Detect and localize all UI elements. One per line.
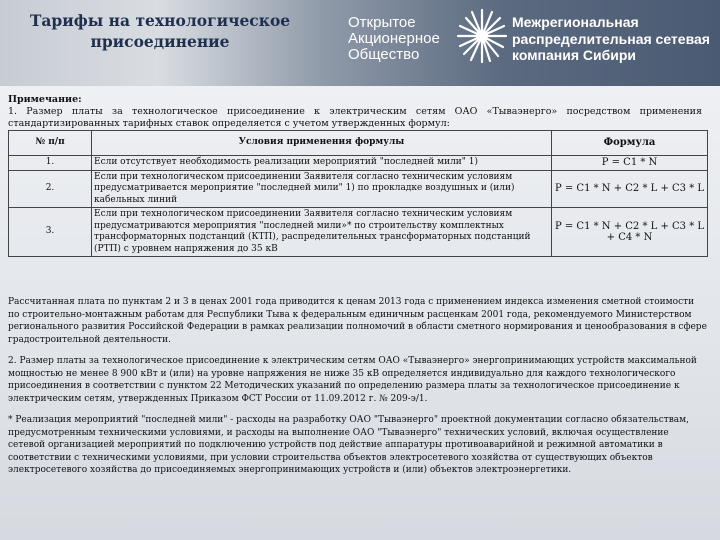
table-row [9, 170, 708, 208]
company-type [348, 15, 440, 63]
footer-notes [8, 296, 708, 486]
row-formula: P = C1 * N + C2 * L + C3 * L [552, 170, 708, 208]
company-name-line-2: распределительная сетевая [512, 30, 710, 47]
company-type-line-3: Общество [348, 46, 420, 63]
column-header-number: № п/п [9, 131, 92, 156]
note-title: Примечание: [8, 94, 82, 105]
note-text: 1. Размер платы за технологическое присоединение к электрическим сетям ОАО «Тываэнерго» посредством применения стандартизированных тарифных ставок определяется с учетом утвержденных формул: [8, 106, 702, 129]
row-condition: Если при технологическом присоединении Заявителя согласно техническим условиям предусматривается мероприятие "последней мили" 1) по прокладке воздушных и (или) кабельных линий [92, 170, 552, 208]
header-banner [0, 0, 720, 86]
footer-paragraph-3: * Реализация мероприятий "последней мили" - расходы на разработку ОАО "Тываэнерго" проектной документации согласно обязательствам, предусмотренным техническими условиями, и расходы на выполнение ОАО "Тываэнерго" технических условий, включая осуществление сетевой организацией мероприятий по подключению устройств под действие аппаратуры противоаварийной и режимной автоматики в соответствии с техническими условиями, при условии строительства объектов электросетевого хозяйства от существующих объектов электросетевого хозяйства до присоединяемых энергопринимающих устройств и (или) объектов электроэнергетики. [8, 415, 690, 475]
page-title [20, 10, 300, 72]
row-formula: P = C1 * N + C2 * L + C3 * L + C4 * N [552, 208, 708, 257]
table-row [9, 208, 708, 257]
tariff-table [8, 130, 708, 257]
column-header-formula: Формула [552, 131, 708, 156]
column-header-condition: Условия применения формулы [92, 131, 552, 156]
company-logo-icon [456, 6, 508, 66]
row-condition: Если отсутствует необходимость реализации мероприятий "последней мили" 1) [92, 156, 552, 171]
row-condition: Если при технологическом присоединении Заявителя согласно техническим условиям предусматриваются мероприятия "последней мили»* по строительству комплектных трансформаторных подстанций (КТП), распределительных трансформаторных подстанций (РТП) с уровнем напряжения до 35 кВ [92, 208, 552, 257]
footer-paragraph-2: 2. Размер платы за технологическое присоединение к электрическим сетям ОАО «Тываэнерго» энергопринимающих устройств максимальной мощностью не менее 8 900 кВт и (или) на уровне напряжения не ниже 35 кВ определяется индивидуально для каждого технологического присоединения в соответствии с пунктом 22 Методических указаний по определению размера платы за технологическое присоединение к электрическим сетям, утвержденных Приказом ФСТ России от 11.09.2012 г. № 209-э/1. [8, 356, 697, 404]
note-section [8, 94, 702, 130]
table-header-row [9, 131, 708, 156]
title-line-1: Тарифы на технологическое [29, 11, 291, 30]
row-number: 2. [9, 170, 92, 208]
table-row [9, 156, 708, 171]
title-line-2: присоединение [90, 32, 230, 51]
company-type-line-1: Открытое [348, 14, 416, 31]
company-name-line-1: Межрегиональная [512, 14, 639, 30]
company-type-line-2: Акционерное [348, 30, 440, 47]
row-number: 3. [9, 208, 92, 257]
footer-paragraph-1: Рассчитанная плата по пунктам 2 и 3 в ценах 2001 года приводится к ценам 2013 года с применением индекса изменения сметной стоимости по строительно-монтажным работам для Республики Тыва к федеральным единичным расценкам 2001 года, рекомендуемого Министерством регионального развития Российской Федерации в рамках реализации полномочий в области сметного нормирования и ценообразования в сфере градостроительной деятельности. [8, 297, 707, 345]
company-name [512, 14, 710, 64]
row-formula: P = C1 * N [552, 156, 708, 171]
company-name-line-3: компания Сибири [512, 47, 637, 63]
content-area [0, 86, 720, 540]
row-number: 1. [9, 156, 92, 171]
